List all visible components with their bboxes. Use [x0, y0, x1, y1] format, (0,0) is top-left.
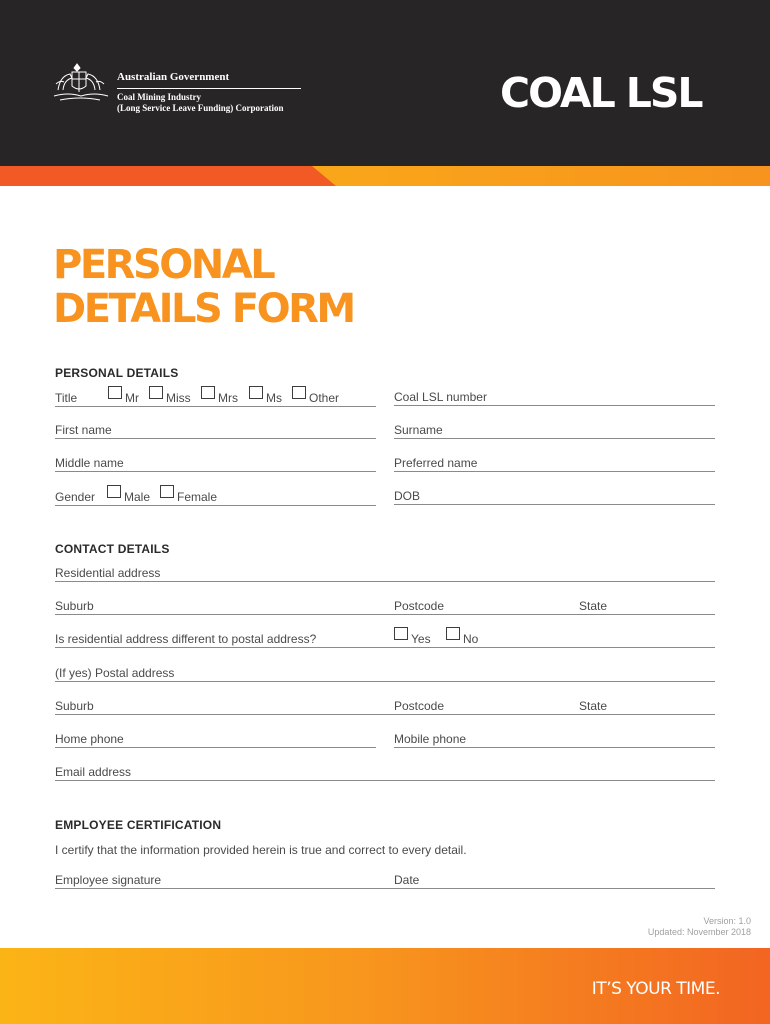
title-option-miss[interactable]: Miss: [149, 391, 191, 405]
email-label: Email address: [55, 765, 132, 779]
postal-state-label[interactable]: State: [579, 699, 608, 713]
header-accent-stripe: [0, 166, 770, 186]
commonwealth-coat-of-arms-icon: [50, 60, 112, 104]
title-option-mr[interactable]: Mr: [108, 391, 139, 405]
version-updated: Updated: November 2018: [647, 927, 751, 937]
version-info: [648, 916, 751, 938]
mobile-phone-field[interactable]: [394, 732, 715, 748]
government-agency-label: [117, 71, 301, 114]
checkbox[interactable]: [292, 386, 306, 399]
checkbox[interactable]: [108, 386, 122, 399]
checkbox[interactable]: [201, 386, 215, 399]
government-title: Australian Government: [117, 71, 301, 89]
home-phone-label: Home phone: [55, 732, 124, 746]
section-heading-contact: CONTACT DETAILS: [55, 542, 170, 556]
certification-statement: I certify that the information provided herein is true and correct to every detail.: [55, 843, 467, 857]
surname-label: Surname: [394, 423, 443, 437]
suburb-label[interactable]: Suburb: [55, 599, 94, 613]
section-heading-personal: PERSONAL DETAILS: [55, 366, 179, 380]
postal-suburb-label[interactable]: Suburb: [55, 699, 94, 713]
postal-different-no[interactable]: No: [446, 632, 478, 646]
preferred-name-field[interactable]: [394, 456, 715, 472]
date-label[interactable]: Date: [394, 873, 420, 887]
surname-field[interactable]: [394, 423, 715, 439]
residential-address-field[interactable]: [55, 566, 715, 582]
dob-field[interactable]: [394, 489, 715, 505]
version-number: Version: 1.0: [703, 916, 751, 926]
signature-row: [55, 873, 715, 889]
home-phone-field[interactable]: [55, 732, 376, 748]
postal-suburb-row: [55, 699, 715, 715]
gender-field: [55, 490, 376, 506]
email-field[interactable]: [55, 765, 715, 781]
postal-address-label: (If yes) Postal address: [55, 666, 175, 680]
checkbox[interactable]: [160, 485, 174, 498]
page-title-line1: PERSONAL: [53, 242, 274, 288]
agency-name-line2: (Long Service Leave Funding) Corporation: [117, 103, 284, 113]
postal-different-yes[interactable]: Yes: [394, 632, 431, 646]
employee-signature-label[interactable]: Employee signature: [55, 873, 162, 887]
agency-name-line1: Coal Mining Industry: [117, 92, 202, 102]
mobile-phone-label: Mobile phone: [394, 732, 467, 746]
coal-lsl-logo: [500, 69, 702, 117]
brand-word-coal: COAL: [500, 69, 614, 117]
footer-tagline: IT’S YOUR TIME.: [591, 979, 720, 999]
section-heading-certification: EMPLOYEE CERTIFICATION: [55, 818, 222, 832]
suburb-row: [55, 599, 715, 615]
title-option-ms[interactable]: Ms: [249, 391, 282, 405]
preferred-name-label: Preferred name: [394, 456, 478, 470]
middle-name-label: Middle name: [55, 456, 124, 470]
checkbox[interactable]: [446, 627, 460, 640]
first-name-label: First name: [55, 423, 112, 437]
dob-label: DOB: [394, 489, 421, 503]
coal-lsl-number-label: Coal LSL number: [394, 390, 487, 404]
brand-word-lsl: LSL: [625, 69, 702, 117]
page-title-line2: DETAILS FORM: [53, 286, 354, 332]
postal-postcode-label[interactable]: Postcode: [394, 699, 445, 713]
coal-lsl-number-field[interactable]: [394, 390, 715, 406]
title-label: Title: [55, 391, 78, 405]
checkbox[interactable]: [394, 627, 408, 640]
page-header: [0, 0, 770, 166]
postcode-label[interactable]: Postcode: [394, 599, 445, 613]
title-option-other[interactable]: Other: [292, 391, 339, 405]
gender-label: Gender: [55, 490, 96, 504]
postal-address-field[interactable]: [55, 666, 715, 682]
page-footer: [0, 948, 770, 1024]
checkbox[interactable]: [149, 386, 163, 399]
postal-different-question: Is residential address different to postal address?: [55, 632, 317, 646]
gender-option-female[interactable]: Female: [160, 490, 217, 504]
page-title: [53, 243, 354, 331]
middle-name-field[interactable]: [55, 456, 376, 472]
checkbox[interactable]: [107, 485, 121, 498]
title-field: [55, 391, 376, 407]
checkbox[interactable]: [249, 386, 263, 399]
residential-address-label: Residential address: [55, 566, 161, 580]
gender-option-male[interactable]: Male: [107, 490, 150, 504]
state-label[interactable]: State: [579, 599, 608, 613]
title-option-mrs[interactable]: Mrs: [201, 391, 238, 405]
postal-different-row: [55, 632, 715, 648]
first-name-field[interactable]: [55, 423, 376, 439]
